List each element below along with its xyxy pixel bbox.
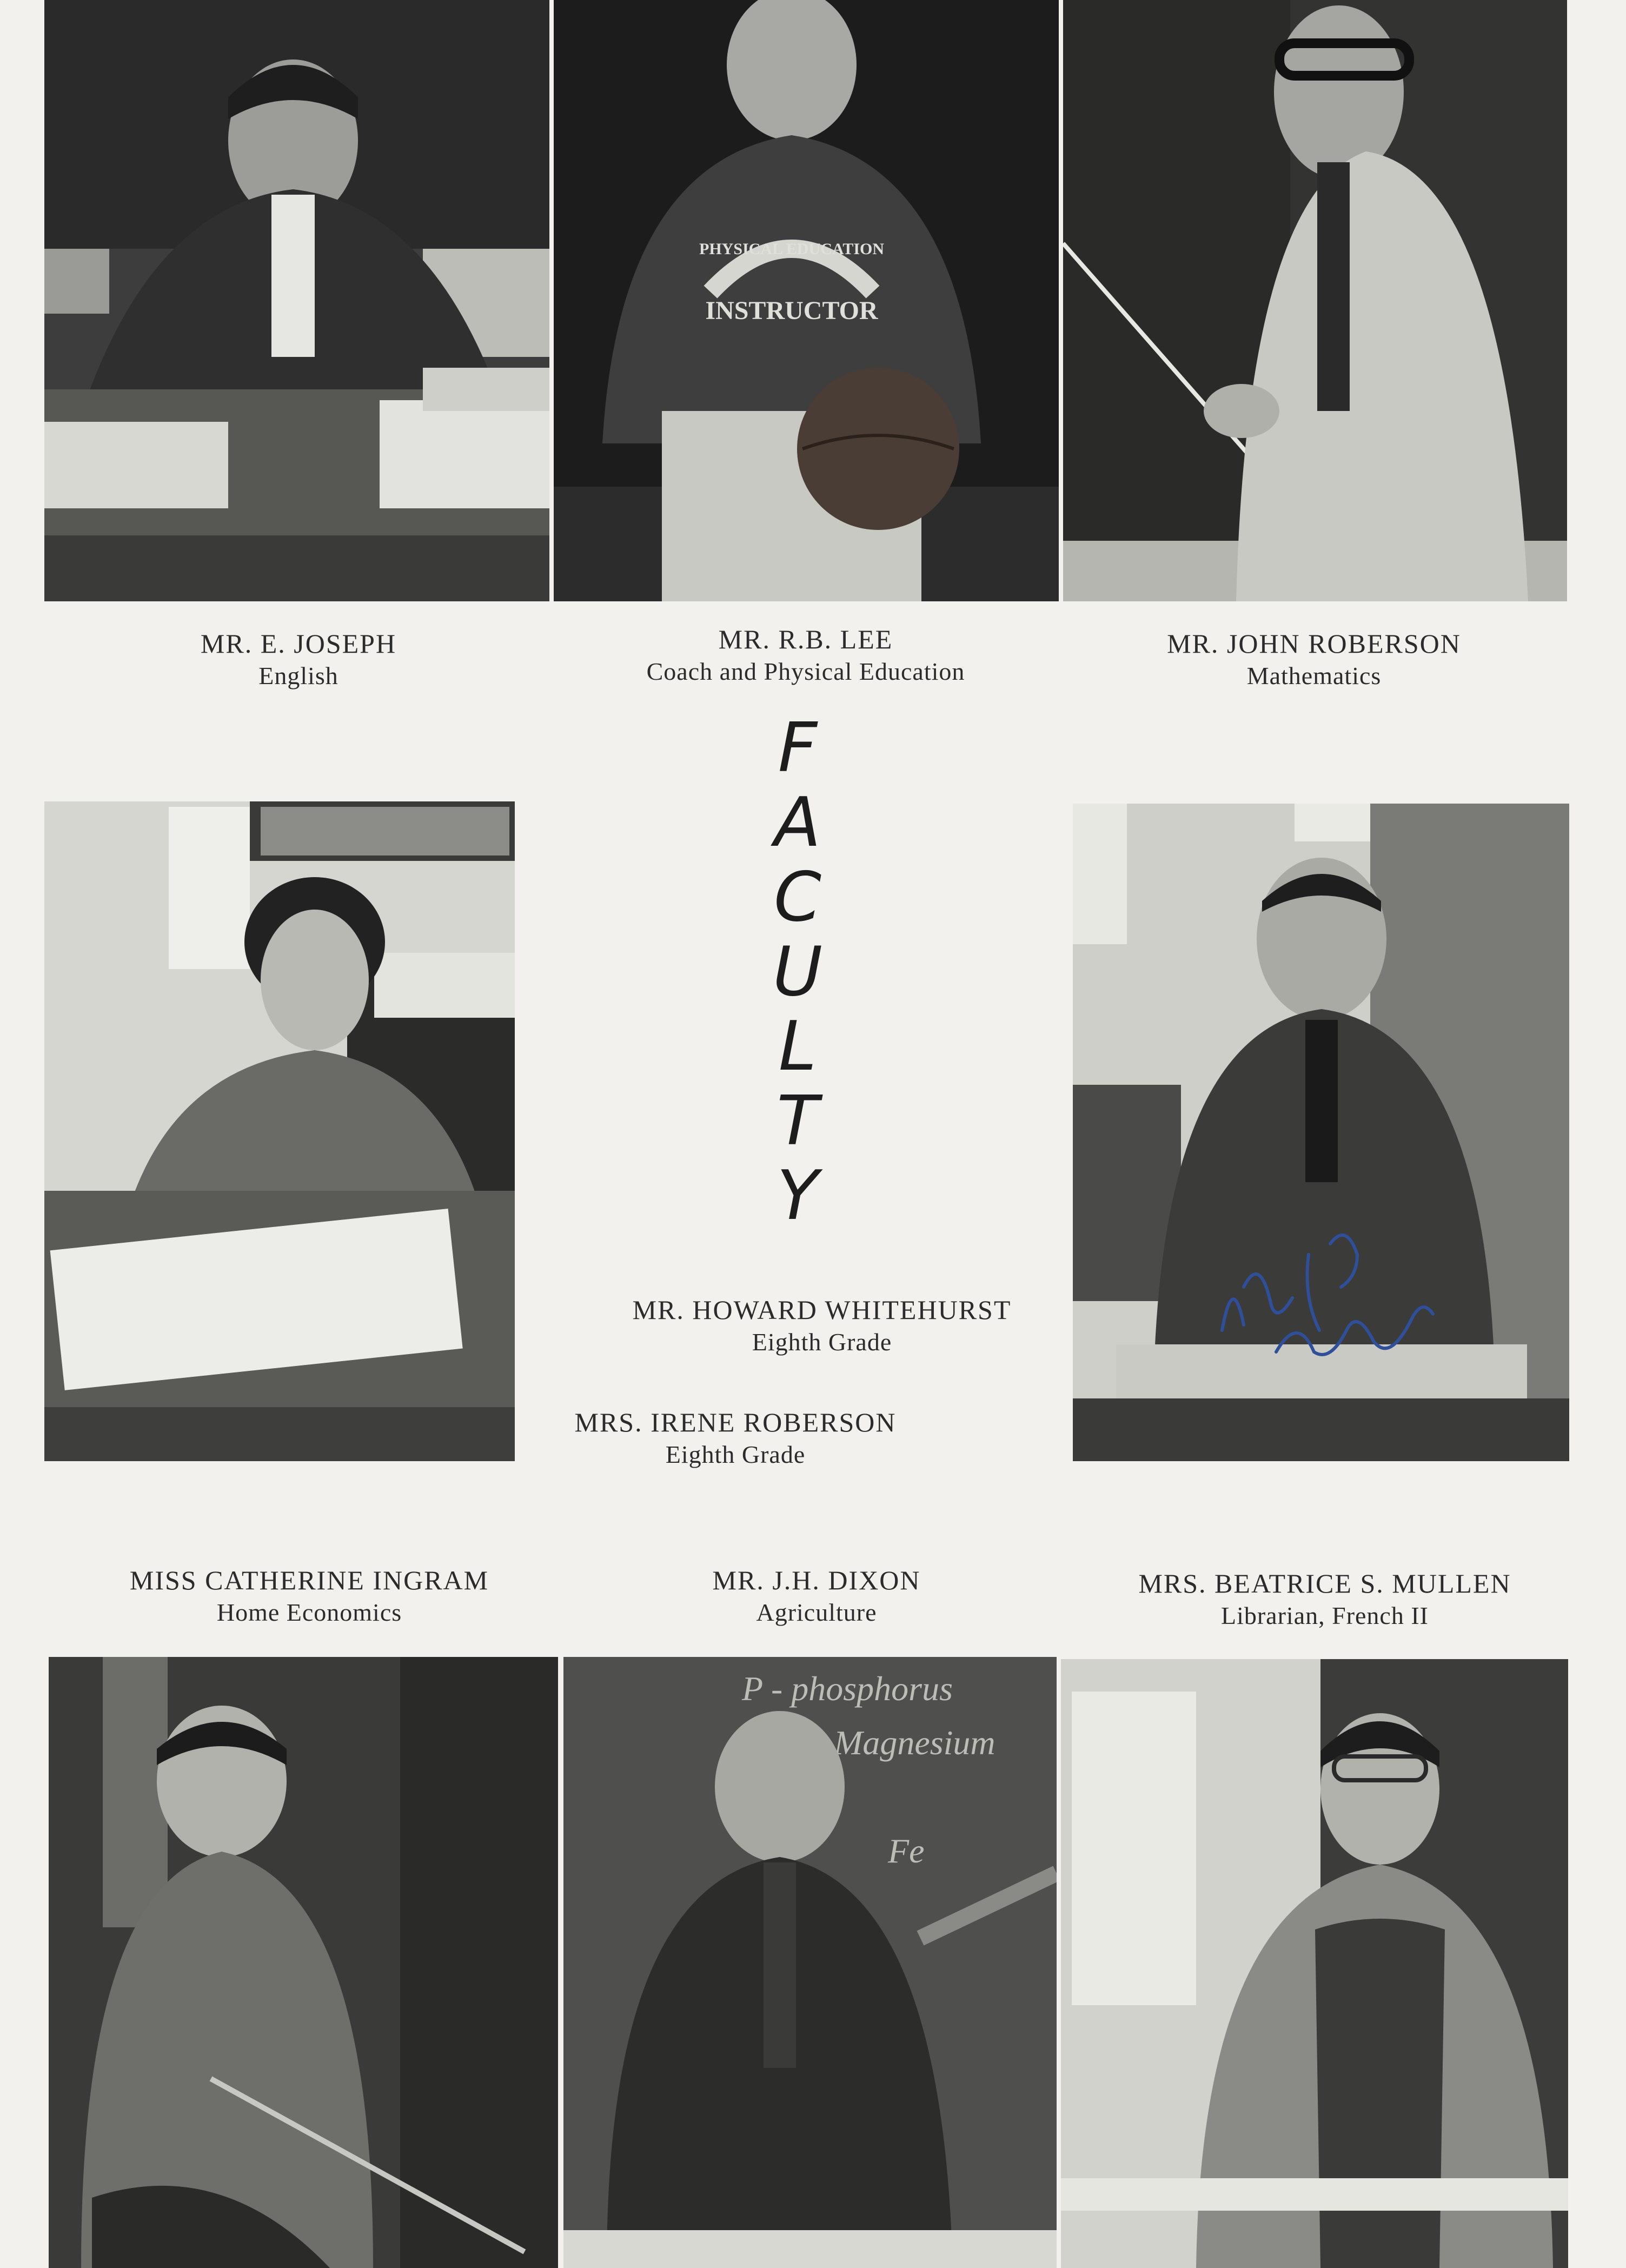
- shirt-text-top: PHYSICAL EDUCATION: [699, 240, 884, 258]
- title-letter: U: [772, 932, 823, 1011]
- photo-john-roberson-image: [1063, 0, 1567, 601]
- caption-john-roberson: [1125, 627, 1503, 691]
- photo-ingram: [49, 1657, 558, 2268]
- faculty-subject: Agriculture: [756, 1599, 877, 1626]
- photo-lee: [554, 0, 1059, 601]
- caption-joseph: [136, 627, 461, 691]
- page-title-faculty: [754, 708, 841, 1236]
- photo-dixon: [563, 1657, 1057, 2268]
- faculty-name: MR. HOWARD WHITEHURST: [632, 1295, 1012, 1325]
- chalkboard-word: P - phosphorus: [742, 1669, 953, 1708]
- faculty-subject: Coach and Physical Education: [646, 658, 965, 685]
- faculty-name: MRS. BEATRICE S. MULLEN: [1138, 1568, 1511, 1599]
- photo-joseph-image: [44, 0, 549, 601]
- faculty-name: MR. JOHN ROBERSON: [1167, 628, 1461, 659]
- title-letter: T: [777, 1081, 819, 1160]
- caption-dixon: [649, 1564, 984, 1627]
- chalkboard-word: Magnesium: [834, 1723, 995, 1762]
- faculty-name: MISS CATHERINE INGRAM: [129, 1565, 489, 1595]
- faculty-subject: English: [258, 662, 339, 689]
- title-letter: C: [774, 857, 821, 937]
- photo-lee-image: [554, 0, 1059, 601]
- faculty-subject: Librarian, French II: [1220, 1602, 1429, 1629]
- photo-irene-roberson: [44, 801, 515, 1461]
- caption-whitehurst: [606, 1294, 1038, 1357]
- faculty-name: MRS. IRENE ROBERSON: [574, 1407, 897, 1437]
- chalkboard-word: Fe: [888, 1832, 925, 1870]
- caption-mullen: [1103, 1567, 1547, 1630]
- faculty-name: MR. R.B. LEE: [718, 624, 893, 654]
- title-letter: L: [778, 1006, 817, 1086]
- photo-mullen: [1061, 1659, 1568, 2268]
- faculty-subject: Home Economics: [216, 1599, 402, 1626]
- photo-dixon-image: [563, 1657, 1057, 2268]
- handwritten-signature: [1211, 1190, 1444, 1374]
- title-letter: F: [778, 708, 818, 787]
- faculty-subject: Eighth Grade: [665, 1441, 806, 1468]
- title-letter: Y: [777, 1156, 819, 1235]
- caption-irene-roberson: [541, 1406, 930, 1469]
- photo-john-roberson: [1063, 0, 1567, 601]
- faculty-subject: Eighth Grade: [752, 1328, 892, 1356]
- title-letter: A: [774, 782, 821, 862]
- faculty-name: MR. J.H. DIXON: [712, 1565, 921, 1595]
- caption-lee: [573, 623, 1038, 686]
- photo-mullen-image: [1061, 1659, 1568, 2268]
- faculty-name: MR. E. JOSEPH: [200, 628, 397, 659]
- shirt-text-bottom: INSTRUCTOR: [705, 296, 878, 325]
- photo-ingram-image: [49, 1657, 558, 2268]
- faculty-subject: Mathematics: [1246, 662, 1382, 689]
- caption-ingram: [93, 1564, 526, 1627]
- photo-irene-roberson-image: [44, 801, 515, 1461]
- photo-joseph: [44, 0, 549, 601]
